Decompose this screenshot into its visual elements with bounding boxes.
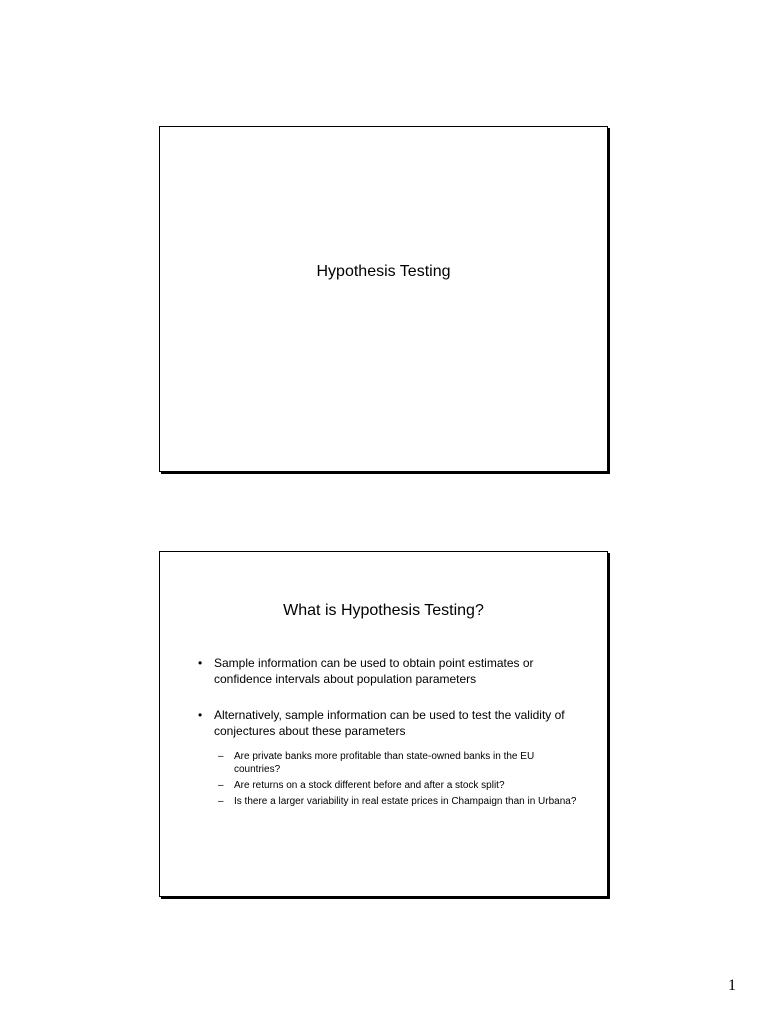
subbullet-text: Is there a larger variability in real estate prices in Champaign than in Urbana? bbox=[234, 796, 577, 807]
subbullet-item bbox=[218, 795, 577, 808]
bullet-marker: • bbox=[198, 656, 203, 670]
bullet-item bbox=[198, 655, 577, 687]
dash-marker: – bbox=[218, 751, 224, 762]
bullet-text: Alternatively, sample information can be used to test the validity of conjectures about these parameters bbox=[214, 708, 565, 738]
subbullet-container bbox=[198, 750, 577, 808]
slide-1 bbox=[159, 126, 608, 472]
subbullet-item bbox=[218, 750, 577, 776]
dash-marker: – bbox=[218, 780, 224, 791]
dash-marker: – bbox=[218, 796, 224, 807]
bullet-text: Sample information can be used to obtain point estimates or confidence intervals about population parameters bbox=[214, 656, 534, 686]
bullet-item bbox=[198, 707, 577, 739]
slide-1-title: Hypothesis Testing bbox=[316, 263, 451, 280]
subbullet-text: Are returns on a stock different before and after a stock split? bbox=[234, 780, 505, 791]
subbullet-text: Are private banks more profitable than state-owned banks in the EU countries? bbox=[234, 751, 535, 775]
bullet-list bbox=[198, 655, 577, 811]
slide-2 bbox=[159, 551, 608, 897]
bullet-marker: • bbox=[198, 708, 203, 722]
slide-2-title: What is Hypothesis Testing? bbox=[283, 602, 484, 619]
page-number: 1 bbox=[728, 977, 736, 994]
subbullet-list bbox=[218, 750, 577, 808]
subbullet-item bbox=[218, 779, 577, 792]
